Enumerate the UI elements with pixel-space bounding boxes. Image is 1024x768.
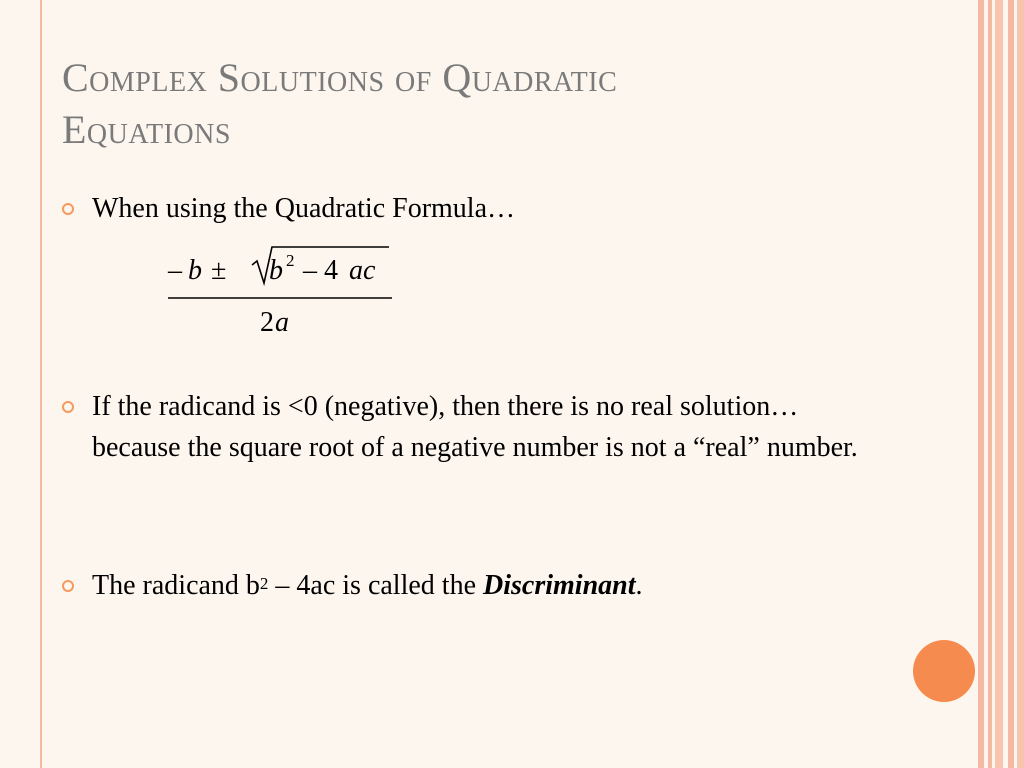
formula-denominator-2: 2: [260, 307, 274, 338]
bullet-text-superscript: 2: [259, 574, 269, 593]
formula-radicand-b: b: [269, 255, 283, 286]
bullet-text-post: .: [635, 570, 643, 601]
bullet-text: When using the Quadratic Formula…: [92, 193, 516, 224]
right-stripe: [1008, 0, 1014, 768]
bullet-item: [62, 386, 912, 509]
bullet-text-pre: The radicand b: [92, 570, 260, 601]
right-stripe: [978, 0, 984, 768]
bullet-item: [62, 565, 912, 606]
decorative-circle: [913, 640, 975, 702]
discriminant-term: Discriminant: [483, 570, 636, 601]
right-stripe: [988, 0, 992, 768]
bullet-text: [92, 565, 892, 606]
left-border-line: [40, 0, 42, 768]
bullet-ring-icon: [62, 203, 74, 215]
bullet-ring-icon: [62, 401, 74, 413]
bullet-text: If the radicand is <0 (negative), then there is no real solution… because the square root of a negative number is not a “real” number.: [92, 391, 858, 463]
right-stripe: [995, 0, 1003, 768]
title-line-1: Complex Solutions of Quadratic: [62, 55, 618, 100]
formula-radicand-ac: ac: [349, 255, 376, 286]
formula-numerator-b: b: [188, 255, 202, 286]
formula-denominator-a: a: [275, 307, 289, 338]
bullet-ring-icon: [62, 580, 74, 592]
formula-plus-minus: ±: [211, 255, 227, 286]
right-stripe: [1017, 0, 1024, 768]
slide-title: [62, 52, 942, 156]
formula-numerator-neg: –: [168, 255, 182, 286]
quadratic-formula: [168, 243, 393, 343]
bullet-text-mid: – 4ac is called the: [268, 570, 484, 601]
title-line-2: Equations: [62, 107, 231, 152]
bullet-item: [62, 188, 912, 229]
formula-radicand-exponent: 2: [286, 251, 295, 270]
formula-radicand-minus-4: – 4: [296, 255, 338, 286]
